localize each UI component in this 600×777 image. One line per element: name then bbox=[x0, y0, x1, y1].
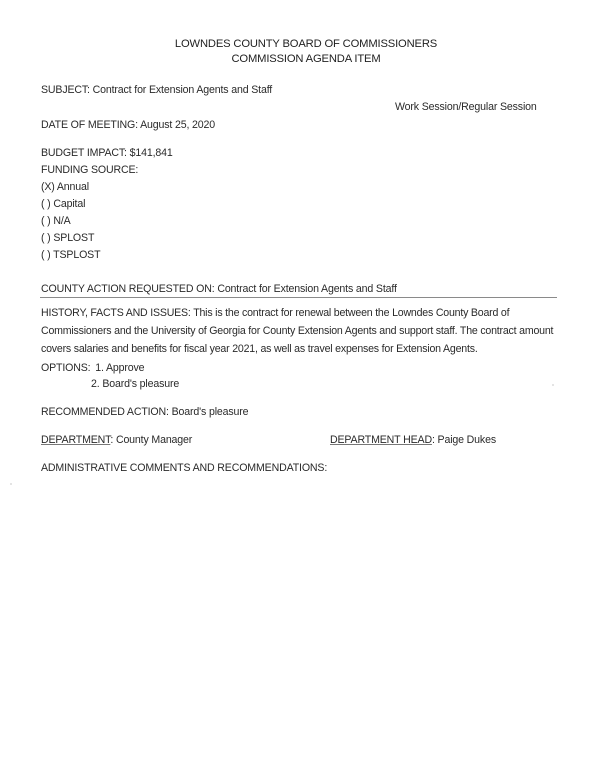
header-document-type: COMMISSION AGENDA ITEM bbox=[231, 53, 381, 65]
history-text: This is the contract for renewal between the Lowndes County Board of Commissioners and the University of Georgia for County Extension Agents and support staff. The contract amount covers salaries and benefits for fiscal year 2021, as well as travel expenses for Extension Agents. bbox=[41, 307, 554, 355]
checkbox-mark: (X) bbox=[41, 181, 55, 193]
options-line bbox=[41, 362, 144, 374]
scan-speck bbox=[10, 483, 12, 485]
funding-source-label: FUNDING SOURCE: bbox=[41, 164, 139, 176]
funding-option-capital bbox=[41, 198, 85, 210]
funding-option-na bbox=[41, 215, 71, 227]
department-head-line: DEPARTMENT HEAD: Paige Dukes bbox=[330, 434, 496, 446]
history-paragraph bbox=[41, 304, 561, 358]
funding-option-label: N/A bbox=[53, 215, 71, 227]
department-value: County Manager bbox=[115, 434, 193, 446]
recommended-action-line bbox=[41, 406, 248, 418]
budget-impact-value: $141,841 bbox=[129, 147, 173, 159]
county-action-line bbox=[41, 283, 397, 295]
header-organization: LOWNDES COUNTY BOARD OF COMMISSIONERS bbox=[174, 38, 438, 50]
history-label: HISTORY, FACTS AND ISSUES: bbox=[41, 307, 191, 319]
department-line: DEPARTMENT: County Manager bbox=[41, 434, 193, 446]
funding-option-label: Annual bbox=[56, 181, 89, 193]
funding-option-label: TSPLOST bbox=[53, 249, 101, 261]
budget-impact-line bbox=[41, 147, 173, 159]
department-head-label: DEPARTMENT HEAD bbox=[330, 434, 432, 446]
funding-option-label: Capital bbox=[53, 198, 86, 210]
checkbox-mark: ( ) bbox=[41, 215, 51, 227]
recommended-action-value: Board's pleasure bbox=[171, 406, 249, 418]
funding-option-splost bbox=[41, 232, 94, 244]
county-action-label: COUNTY ACTION REQUESTED ON: bbox=[41, 283, 215, 295]
date-of-meeting-line bbox=[41, 119, 215, 131]
funding-option-annual bbox=[41, 181, 89, 193]
option-item-1: 1. Approve bbox=[95, 362, 145, 374]
options-label: OPTIONS: bbox=[41, 362, 91, 374]
subject-line bbox=[41, 84, 272, 96]
checkbox-mark: ( ) bbox=[41, 249, 51, 261]
department-head-value: Paige Dukes bbox=[437, 434, 496, 446]
session-type: Work Session/Regular Session bbox=[395, 101, 537, 113]
checkbox-mark: ( ) bbox=[41, 198, 51, 210]
checkbox-mark: ( ) bbox=[41, 232, 51, 244]
date-of-meeting-value: August 25, 2020 bbox=[140, 119, 216, 131]
county-action-value: Contract for Extension Agents and Staff bbox=[217, 283, 397, 295]
budget-impact-label: BUDGET IMPACT: bbox=[41, 147, 127, 159]
scan-speck bbox=[552, 384, 554, 386]
section-divider bbox=[40, 297, 557, 298]
date-of-meeting-label: DATE OF MEETING: bbox=[41, 119, 138, 131]
recommended-action-label: RECOMMENDED ACTION: bbox=[41, 406, 169, 418]
department-label: DEPARTMENT bbox=[41, 434, 111, 446]
subject-label: SUBJECT: bbox=[41, 84, 90, 96]
administrative-comments-label: ADMINISTRATIVE COMMENTS AND RECOMMENDATIONS: bbox=[41, 462, 328, 474]
subject-value: Contract for Extension Agents and Staff bbox=[92, 84, 273, 96]
funding-option-label: SPLOST bbox=[53, 232, 95, 244]
funding-option-tsplost bbox=[41, 249, 100, 261]
option-item-2: 2. Board's pleasure bbox=[91, 378, 180, 390]
